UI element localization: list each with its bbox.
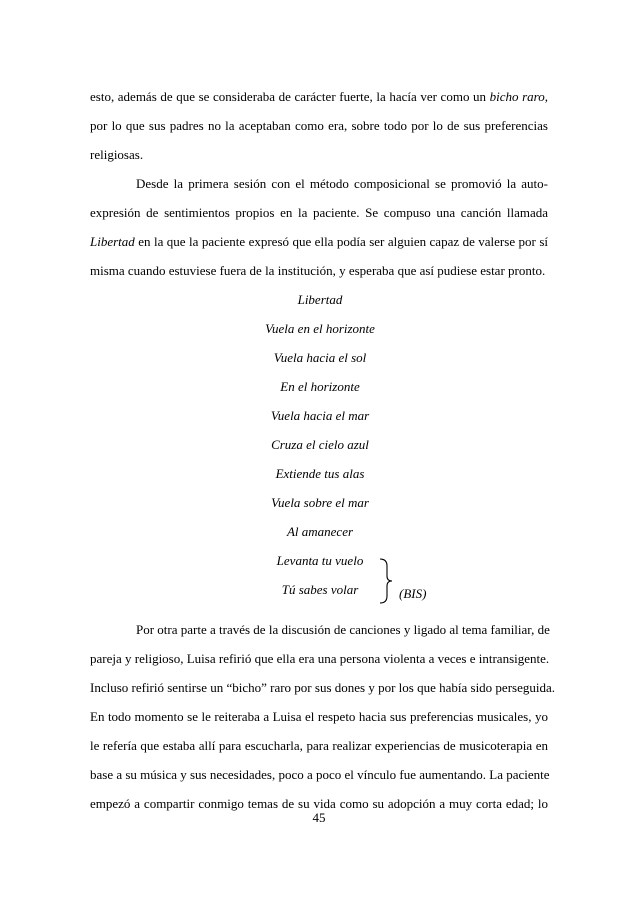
text-line: le refería que estaba allí para escucharla, para realizar experiencias de musicoterapia en	[90, 738, 548, 753]
text-line: empezó a compartir conmigo temas de su vida como su adopción a muy corta edad; lo	[90, 796, 548, 811]
text-line: Libertad en la que la paciente expresó que ella podía ser alguien capaz de valerse por sí	[90, 234, 548, 249]
lyric-line: Extiende tus alas	[275, 466, 365, 481]
lyric-line: Vuela sobre el mar	[271, 495, 369, 510]
lyric-line: Tú sabes volar	[281, 582, 359, 597]
paragraph-continuation	[90, 82, 548, 169]
lyric-line: Al amanecer	[286, 524, 354, 539]
song-lyrics	[230, 285, 410, 604]
lyric-line: Vuela en el horizonte	[265, 321, 375, 336]
page-number: 45	[312, 810, 326, 825]
text-line: Desde la primera sesión con el método composicional se promovió la auto-	[136, 176, 548, 191]
text-line: religiosas.	[90, 147, 144, 162]
paragraph-method	[90, 169, 548, 285]
text-line: Incluso refirió sentirse un “bicho” raro por sus dones y por los que había sido perseguida.	[90, 680, 555, 695]
text-line: pareja y religioso, Luisa refirió que ella era una persona violenta a veces e intransigente.	[90, 651, 550, 666]
text-line: En todo momento se le reiteraba a Luisa el respeto hacia sus preferencias musicales, yo	[90, 709, 548, 724]
lyric-line: Vuela hacia el sol	[273, 350, 367, 365]
lyric-line: En el horizonte	[280, 379, 360, 394]
lyric-line: Cruza el cielo azul	[271, 437, 369, 452]
text-line: misma cuando estuviese fuera de la institución, y esperaba que así pudiese estar pronto.	[90, 263, 546, 278]
paragraph-discussion	[90, 615, 555, 818]
text-line: expresión de sentimientos propios en la paciente. Se compuso una canción llamada	[90, 205, 548, 220]
song-title: Libertad	[297, 292, 343, 307]
text-line: por lo que sus padres no la aceptaban como era, sobre todo por lo de sus preferencias	[90, 118, 548, 133]
text-line: Por otra parte a través de la discusión de canciones y ligado al tema familiar, de	[136, 622, 550, 637]
text-line: esto, además de que se consideraba de carácter fuerte, la hacía ver como un bicho raro,	[90, 89, 548, 104]
lyric-line: Vuela hacia el mar	[270, 408, 370, 423]
text-line: base a su música y sus necesidades, poco a poco el vínculo fue aumentando. La paciente	[90, 767, 550, 782]
lyric-line: Levanta tu vuelo	[276, 553, 364, 568]
right-brace-icon	[379, 558, 393, 604]
repeat-label: (BIS)	[399, 586, 427, 601]
